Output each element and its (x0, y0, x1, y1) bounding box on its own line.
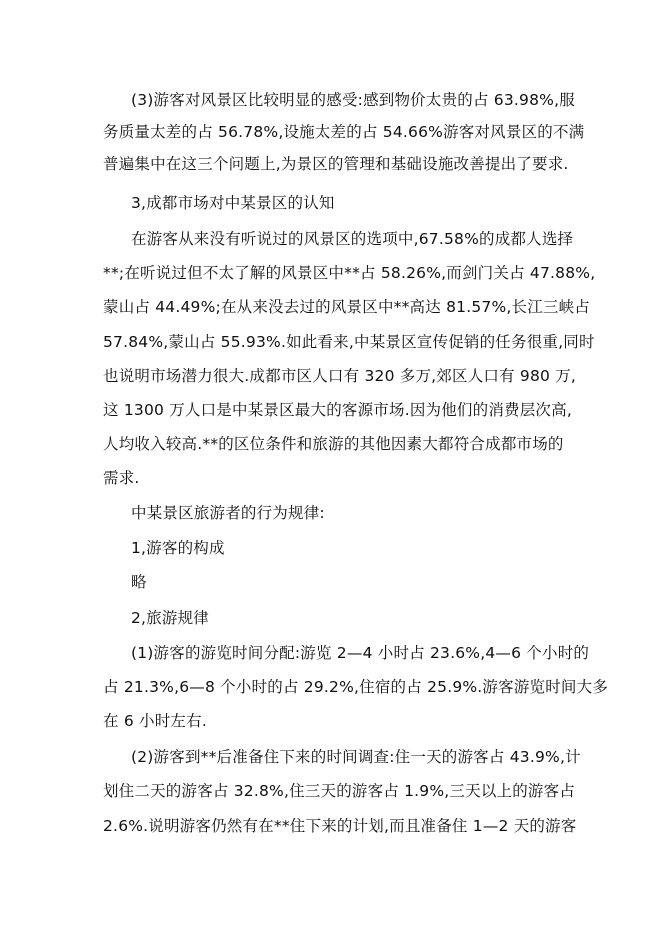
text-line: (3)游客对风景区比较明显的感受:感到物价太贵的占 63.98%,服 (131, 91, 575, 109)
text-line: (1)游客的游览时间分配:游览 2—4 小时占 23.6%,4—6 个小时的 (131, 644, 590, 662)
section-heading: 3,成都市场对中某景区的认知 (131, 194, 335, 212)
section-heading: 1,游客的构成 (131, 539, 225, 557)
text-line: 蒙山占 44.49%;在从来没去过的风景区中**高达 81.57%,长江三峡占 (103, 298, 591, 316)
text-line: **;在听说过但不太了解的风景区中**占 58.26%,而剑门关占 47.88%, (103, 264, 596, 282)
text-line: 这 1300 万人口是中某景区最大的客源市场.因为他们的消费层次高, (103, 401, 572, 419)
section-heading: 中某景区旅游者的行为规律: (131, 504, 325, 522)
text-line: 2.6%.说明游客仍然有在**住下来的计划,而且准备住 1—2 天的游客 (103, 817, 577, 835)
section-heading: 2,旅游规律 (131, 609, 209, 627)
text-line: (2)游客到**后准备住下来的时间调查:住一天的游客占 43.9%,计 (131, 748, 581, 766)
text-line: 需求. (103, 469, 140, 487)
text-line: 略 (131, 573, 147, 591)
text-line: 57.84%,蒙山占 55.93%.如此看来,中某景区宣传促销的任务很重,同时 (103, 333, 595, 351)
text-line: 人均收入较高.**的区位条件和旅游的其他因素大都符合成都市场的 (103, 435, 564, 453)
text-line: 在 6 小时左右. (103, 712, 207, 730)
text-line: 占 21.3%,6—8 个小时的占 29.2%,住宿的占 25.9%.游客游览时间大多 (103, 678, 609, 696)
text-line: 普遍集中在这三个问题上,为景区的管理和基础设施改善提出了要求. (103, 155, 569, 173)
text-line: 也说明市场潜力很大.成都市区人口有 320 多万,郊区人口有 980 万, (103, 367, 577, 385)
text-line: 务质量太差的占 56.78%,设施太差的占 54.66%游客对风景区的不满 (103, 123, 585, 141)
text-line: 划住二天的游客占 32.8%,住三天的游客占 1.9%,三天以上的游客占 (103, 782, 576, 800)
text-line: 在游客从来没有听说过的风景区的选项中,67.58%的成都人选择 (131, 230, 574, 248)
